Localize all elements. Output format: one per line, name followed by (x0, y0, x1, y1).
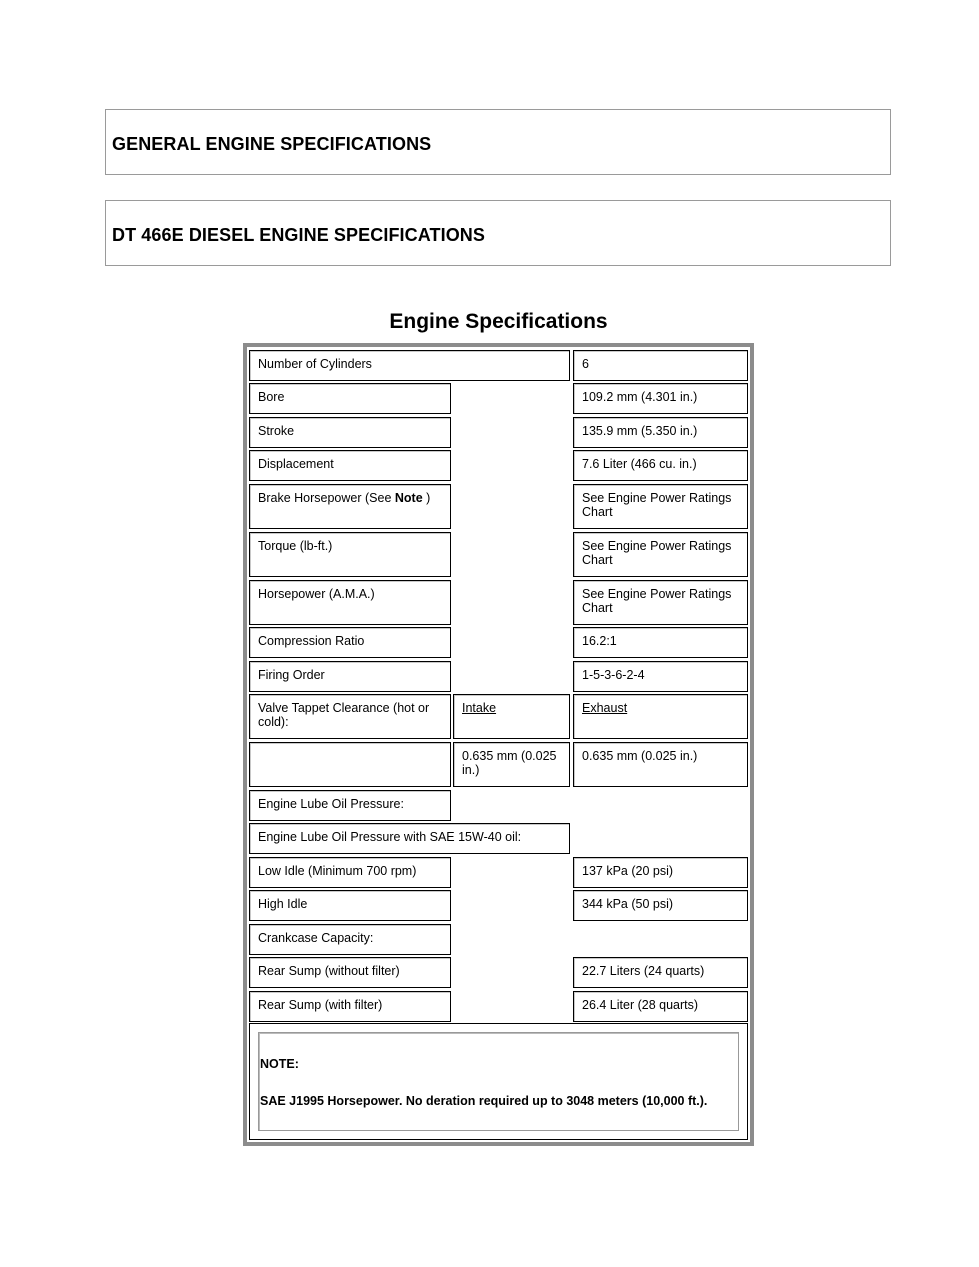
cylinders-label: Number of Cylinders (249, 350, 570, 381)
torque-value: See Engine Power Ratings Chart (573, 532, 748, 577)
low-idle-label: Low Idle (Minimum 700 rpm) (249, 857, 451, 888)
horsepower-ama-label: Horsepower (A.M.A.) (249, 580, 451, 625)
high-idle-value: 344 kPa (50 psi) (573, 890, 748, 921)
bore-label: Bore (249, 383, 451, 414)
general-specs-banner (105, 109, 891, 175)
stroke-label: Stroke (249, 417, 451, 448)
compression-ratio-value: 16.2:1 (573, 627, 748, 658)
rear-sump-without-filter-label: Rear Sump (without filter) (249, 957, 451, 988)
low-idle-value: 137 kPa (20 psi) (573, 857, 748, 888)
compression-ratio-label: Compression Ratio (249, 627, 451, 658)
general-specs-heading: GENERAL ENGINE SPECIFICATIONS (112, 134, 432, 154)
bore-value: 109.2 mm (4.301 in.) (573, 383, 748, 414)
intake-header-text: Intake (462, 701, 497, 715)
dt466e-specs-banner (105, 200, 891, 266)
valve-tappet-label: Valve Tappet Clearance (hot or cold): (249, 694, 451, 739)
firing-order-value: 1-5-3-6-2-4 (573, 661, 748, 692)
torque-label: Torque (lb-ft.) (249, 532, 451, 577)
note-title: NOTE: (260, 1057, 299, 1071)
stroke-value: 135.9 mm (5.350 in.) (573, 417, 748, 448)
intake-value: 0.635 mm (0.025 in.) (453, 742, 570, 787)
table-title: Engine Specifications (389, 310, 608, 333)
firing-order-label: Firing Order (249, 661, 451, 692)
intake-header (453, 694, 570, 739)
brake-horsepower-label-suffix: ) (422, 491, 431, 505)
high-idle-label: High Idle (249, 890, 451, 921)
brake-horsepower-label-prefix: Brake Horsepower (See (258, 491, 395, 505)
crankcase-capacity-label: Crankcase Capacity: (249, 924, 451, 955)
exhaust-value: 0.635 mm (0.025 in.) (573, 742, 748, 787)
displacement-value: 7.6 Liter (466 cu. in.) (573, 450, 748, 481)
lube-oil-sae-label: Engine Lube Oil Pressure with SAE 15W-40 oil: (249, 823, 570, 854)
lube-oil-pressure-label: Engine Lube Oil Pressure: (249, 790, 451, 821)
note-text: SAE J1995 Horsepower. No deration required up to 3048 meters (10,000 ft.). (260, 1094, 708, 1108)
cylinders-value: 6 (573, 350, 748, 381)
rear-sump-without-filter-value: 22.7 Liters (24 quarts) (573, 957, 748, 988)
note-box (258, 1032, 739, 1131)
brake-horsepower-value: See Engine Power Ratings Chart (573, 484, 748, 529)
exhaust-header-text: Exhaust (582, 701, 628, 715)
brake-horsepower-label (249, 484, 451, 529)
exhaust-header (573, 694, 748, 739)
rear-sump-with-filter-label: Rear Sump (with filter) (249, 991, 451, 1022)
valve-values-empty-cell (249, 742, 451, 787)
horsepower-ama-value: See Engine Power Ratings Chart (573, 580, 748, 625)
note-reference: Note (394, 491, 423, 505)
rear-sump-with-filter-value: 26.4 Liter (28 quarts) (573, 991, 748, 1022)
dt466e-specs-heading: DT 466E DIESEL ENGINE SPECIFICATIONS (112, 225, 486, 245)
displacement-label: Displacement (249, 450, 451, 481)
